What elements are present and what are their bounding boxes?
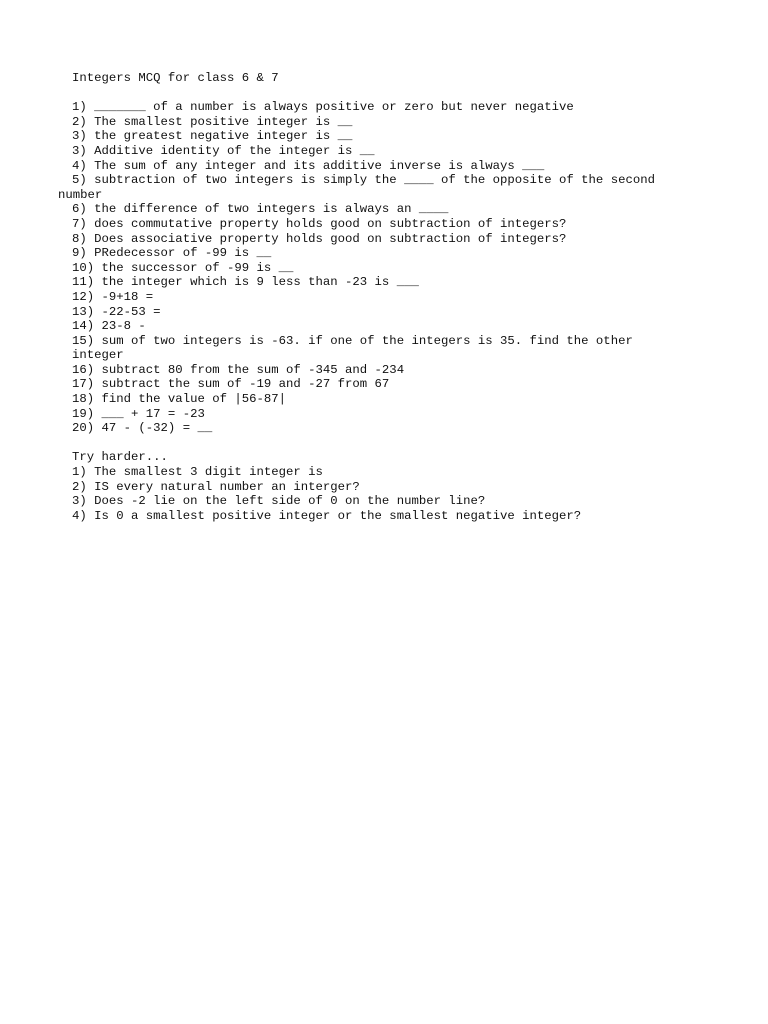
- try-harder-list: [72, 465, 672, 523]
- question-item: 4) The sum of any integer and its additive inverse is always ___: [72, 158, 545, 173]
- question-item: 10) the successor of -99 is __: [72, 260, 294, 275]
- spacer: [72, 436, 672, 451]
- try-harder-item: 4) Is 0 a smallest positive integer or the smallest negative integer?: [72, 508, 582, 523]
- question-item: 7) does commutative property holds good on subtraction of integers?: [72, 216, 567, 231]
- question-item: 13) -22-53 =: [72, 304, 161, 319]
- try-harder-item: 2) IS every natural number an interger?: [72, 479, 360, 494]
- question-item: 16) subtract 80 from the sum of -345 and -234: [72, 362, 405, 377]
- question-item: 3) the greatest negative integer is __: [72, 129, 353, 144]
- question-item: 8) Does associative property holds good on subtraction of integers?: [72, 231, 567, 246]
- question-item: 15) sum of two integers is -63. if one of the integers is 35. find the other: [72, 333, 633, 348]
- question-item: 19) ___ + 17 = -23: [72, 406, 205, 421]
- try-harder-heading: Try harder...: [72, 450, 168, 465]
- question-item: 1) _______ of a number is always positive or zero but never negative: [72, 100, 574, 115]
- document-page: [58, 71, 672, 523]
- try-harder-item: 3) Does -2 lie on the left side of 0 on the number line?: [72, 494, 486, 509]
- question-item: 14) 23-8 -: [72, 319, 146, 334]
- try-harder-item: 1) The smallest 3 digit integer is: [72, 465, 323, 480]
- question-item: 20) 47 - (-32) = __: [72, 421, 213, 436]
- question-item: 3) Additive identity of the integer is __: [72, 143, 375, 158]
- question-item: 18) find the value of |56-87|: [72, 392, 287, 407]
- document-title: Integers MCQ for class 6 & 7: [72, 71, 279, 85]
- question-item: 17) subtract the sum of -19 and -27 from 67: [72, 377, 390, 392]
- question-item-continuation: number: [58, 187, 103, 202]
- question-item: 6) the difference of two integers is always an ____: [72, 202, 449, 217]
- question-item: 2) The smallest positive integer is __: [72, 114, 353, 129]
- question-list: [58, 100, 672, 436]
- question-item: 12) -9+18 =: [72, 289, 154, 304]
- spacer: [72, 86, 672, 101]
- question-item: 9) PRedecessor of -99 is __: [72, 246, 272, 261]
- question-item: 5) subtraction of two integers is simply the ____ of the opposite of the second: [72, 173, 655, 188]
- question-item-continuation: integer: [72, 348, 124, 363]
- question-item: 11) the integer which is 9 less than -23 is ___: [72, 275, 419, 290]
